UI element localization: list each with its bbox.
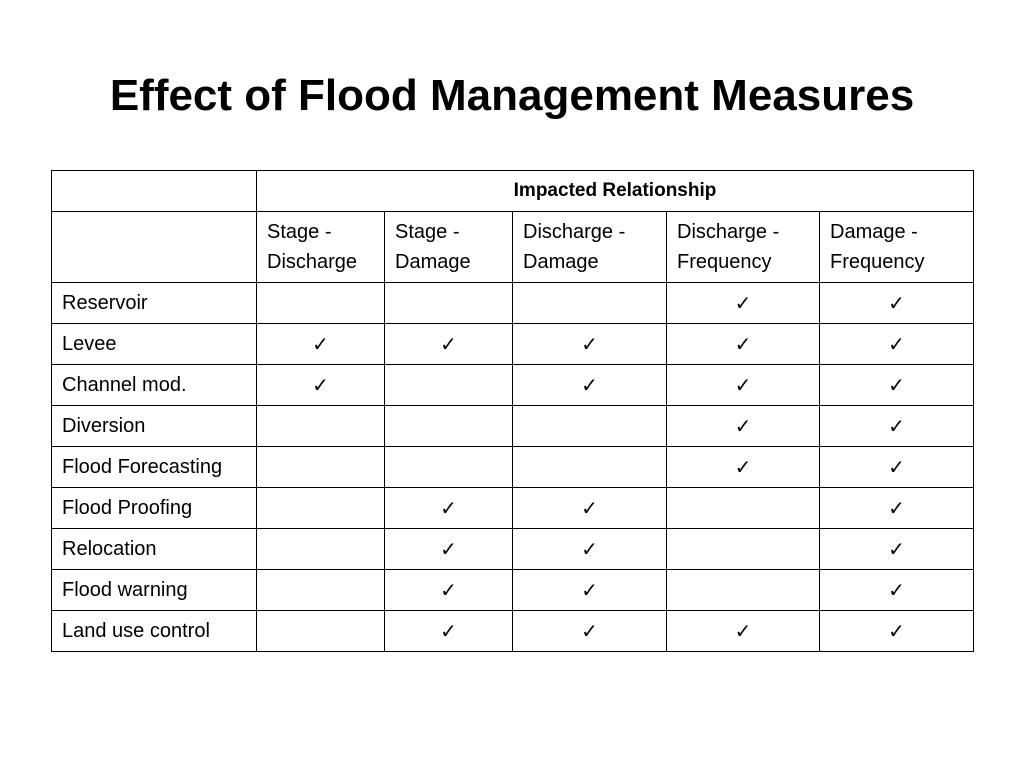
check-cell bbox=[385, 406, 513, 447]
check-cell: ✓ bbox=[667, 447, 820, 488]
check-cell: ✓ bbox=[820, 406, 974, 447]
check-cell bbox=[513, 447, 667, 488]
check-cell bbox=[257, 611, 385, 652]
check-cell: ✓ bbox=[667, 406, 820, 447]
measure-label: Reservoir bbox=[52, 283, 257, 324]
column-header-damage-frequency bbox=[820, 212, 974, 283]
column-header-line: Frequency bbox=[677, 251, 772, 273]
check-cell bbox=[257, 488, 385, 529]
table-row bbox=[52, 283, 974, 324]
slide-title: Effect of Flood Management Measures bbox=[109, 71, 915, 120]
measure-label: Flood Proofing bbox=[52, 488, 257, 529]
check-cell bbox=[257, 529, 385, 570]
check-cell: ✓ bbox=[820, 611, 974, 652]
check-cell: ✓ bbox=[385, 488, 513, 529]
check-cell bbox=[667, 570, 820, 611]
corner-cell bbox=[52, 212, 257, 283]
check-cell bbox=[257, 447, 385, 488]
table-row bbox=[52, 611, 974, 652]
column-header-stage-discharge bbox=[257, 212, 385, 283]
measure-label: Land use control bbox=[52, 611, 257, 652]
check-cell bbox=[513, 406, 667, 447]
check-cell bbox=[257, 283, 385, 324]
check-cell: ✓ bbox=[385, 324, 513, 365]
check-cell: ✓ bbox=[667, 365, 820, 406]
measure-label: Channel mod. bbox=[52, 365, 257, 406]
check-cell: ✓ bbox=[820, 570, 974, 611]
column-header-line: Damage bbox=[523, 251, 599, 273]
column-header-line: Discharge bbox=[267, 251, 358, 273]
column-header-stage-damage bbox=[385, 212, 513, 283]
check-cell bbox=[385, 365, 513, 406]
measure-label: Levee bbox=[52, 324, 257, 365]
measure-label: Flood warning bbox=[52, 570, 257, 611]
check-cell: ✓ bbox=[257, 365, 385, 406]
check-cell bbox=[513, 283, 667, 324]
check-cell: ✓ bbox=[820, 324, 974, 365]
check-cell: ✓ bbox=[385, 529, 513, 570]
table-row bbox=[52, 529, 974, 570]
check-cell: ✓ bbox=[513, 570, 667, 611]
table-row bbox=[52, 324, 974, 365]
column-header-line: Stage - bbox=[395, 221, 460, 243]
column-header-discharge-damage bbox=[513, 212, 667, 283]
check-cell: ✓ bbox=[513, 324, 667, 365]
check-cell: ✓ bbox=[820, 529, 974, 570]
check-cell: ✓ bbox=[513, 611, 667, 652]
check-cell: ✓ bbox=[820, 283, 974, 324]
table-row bbox=[52, 406, 974, 447]
check-cell bbox=[257, 406, 385, 447]
check-cell bbox=[257, 570, 385, 611]
measure-label: Flood Forecasting bbox=[52, 447, 257, 488]
group-header-row bbox=[52, 171, 974, 212]
impacted-relationship-header: Impacted Relationship bbox=[257, 171, 974, 212]
check-cell: ✓ bbox=[820, 488, 974, 529]
measure-label: Relocation bbox=[52, 529, 257, 570]
check-cell bbox=[667, 529, 820, 570]
column-header-line: Discharge - bbox=[523, 221, 626, 243]
check-cell: ✓ bbox=[667, 283, 820, 324]
column-header-row bbox=[52, 212, 974, 283]
check-cell: ✓ bbox=[513, 488, 667, 529]
column-header-line: Damage - bbox=[830, 221, 918, 243]
check-cell: ✓ bbox=[667, 611, 820, 652]
check-cell: ✓ bbox=[513, 529, 667, 570]
check-cell: ✓ bbox=[667, 324, 820, 365]
measure-label: Diversion bbox=[52, 406, 257, 447]
check-cell bbox=[667, 488, 820, 529]
column-header-line: Frequency bbox=[830, 251, 925, 273]
flood-measures-table bbox=[51, 170, 974, 652]
check-cell bbox=[385, 283, 513, 324]
check-cell bbox=[385, 447, 513, 488]
check-cell: ✓ bbox=[820, 365, 974, 406]
table-row bbox=[52, 570, 974, 611]
column-header-line: Discharge - bbox=[677, 221, 780, 243]
check-cell: ✓ bbox=[257, 324, 385, 365]
check-cell: ✓ bbox=[820, 447, 974, 488]
column-header-line: Stage - bbox=[267, 221, 332, 243]
check-cell: ✓ bbox=[513, 365, 667, 406]
table-row bbox=[52, 447, 974, 488]
check-cell: ✓ bbox=[385, 570, 513, 611]
table-row bbox=[52, 365, 974, 406]
corner-cell bbox=[52, 171, 257, 212]
check-cell: ✓ bbox=[385, 611, 513, 652]
column-header-discharge-frequency bbox=[667, 212, 820, 283]
table-row bbox=[52, 488, 974, 529]
column-header-line: Damage bbox=[395, 251, 471, 273]
